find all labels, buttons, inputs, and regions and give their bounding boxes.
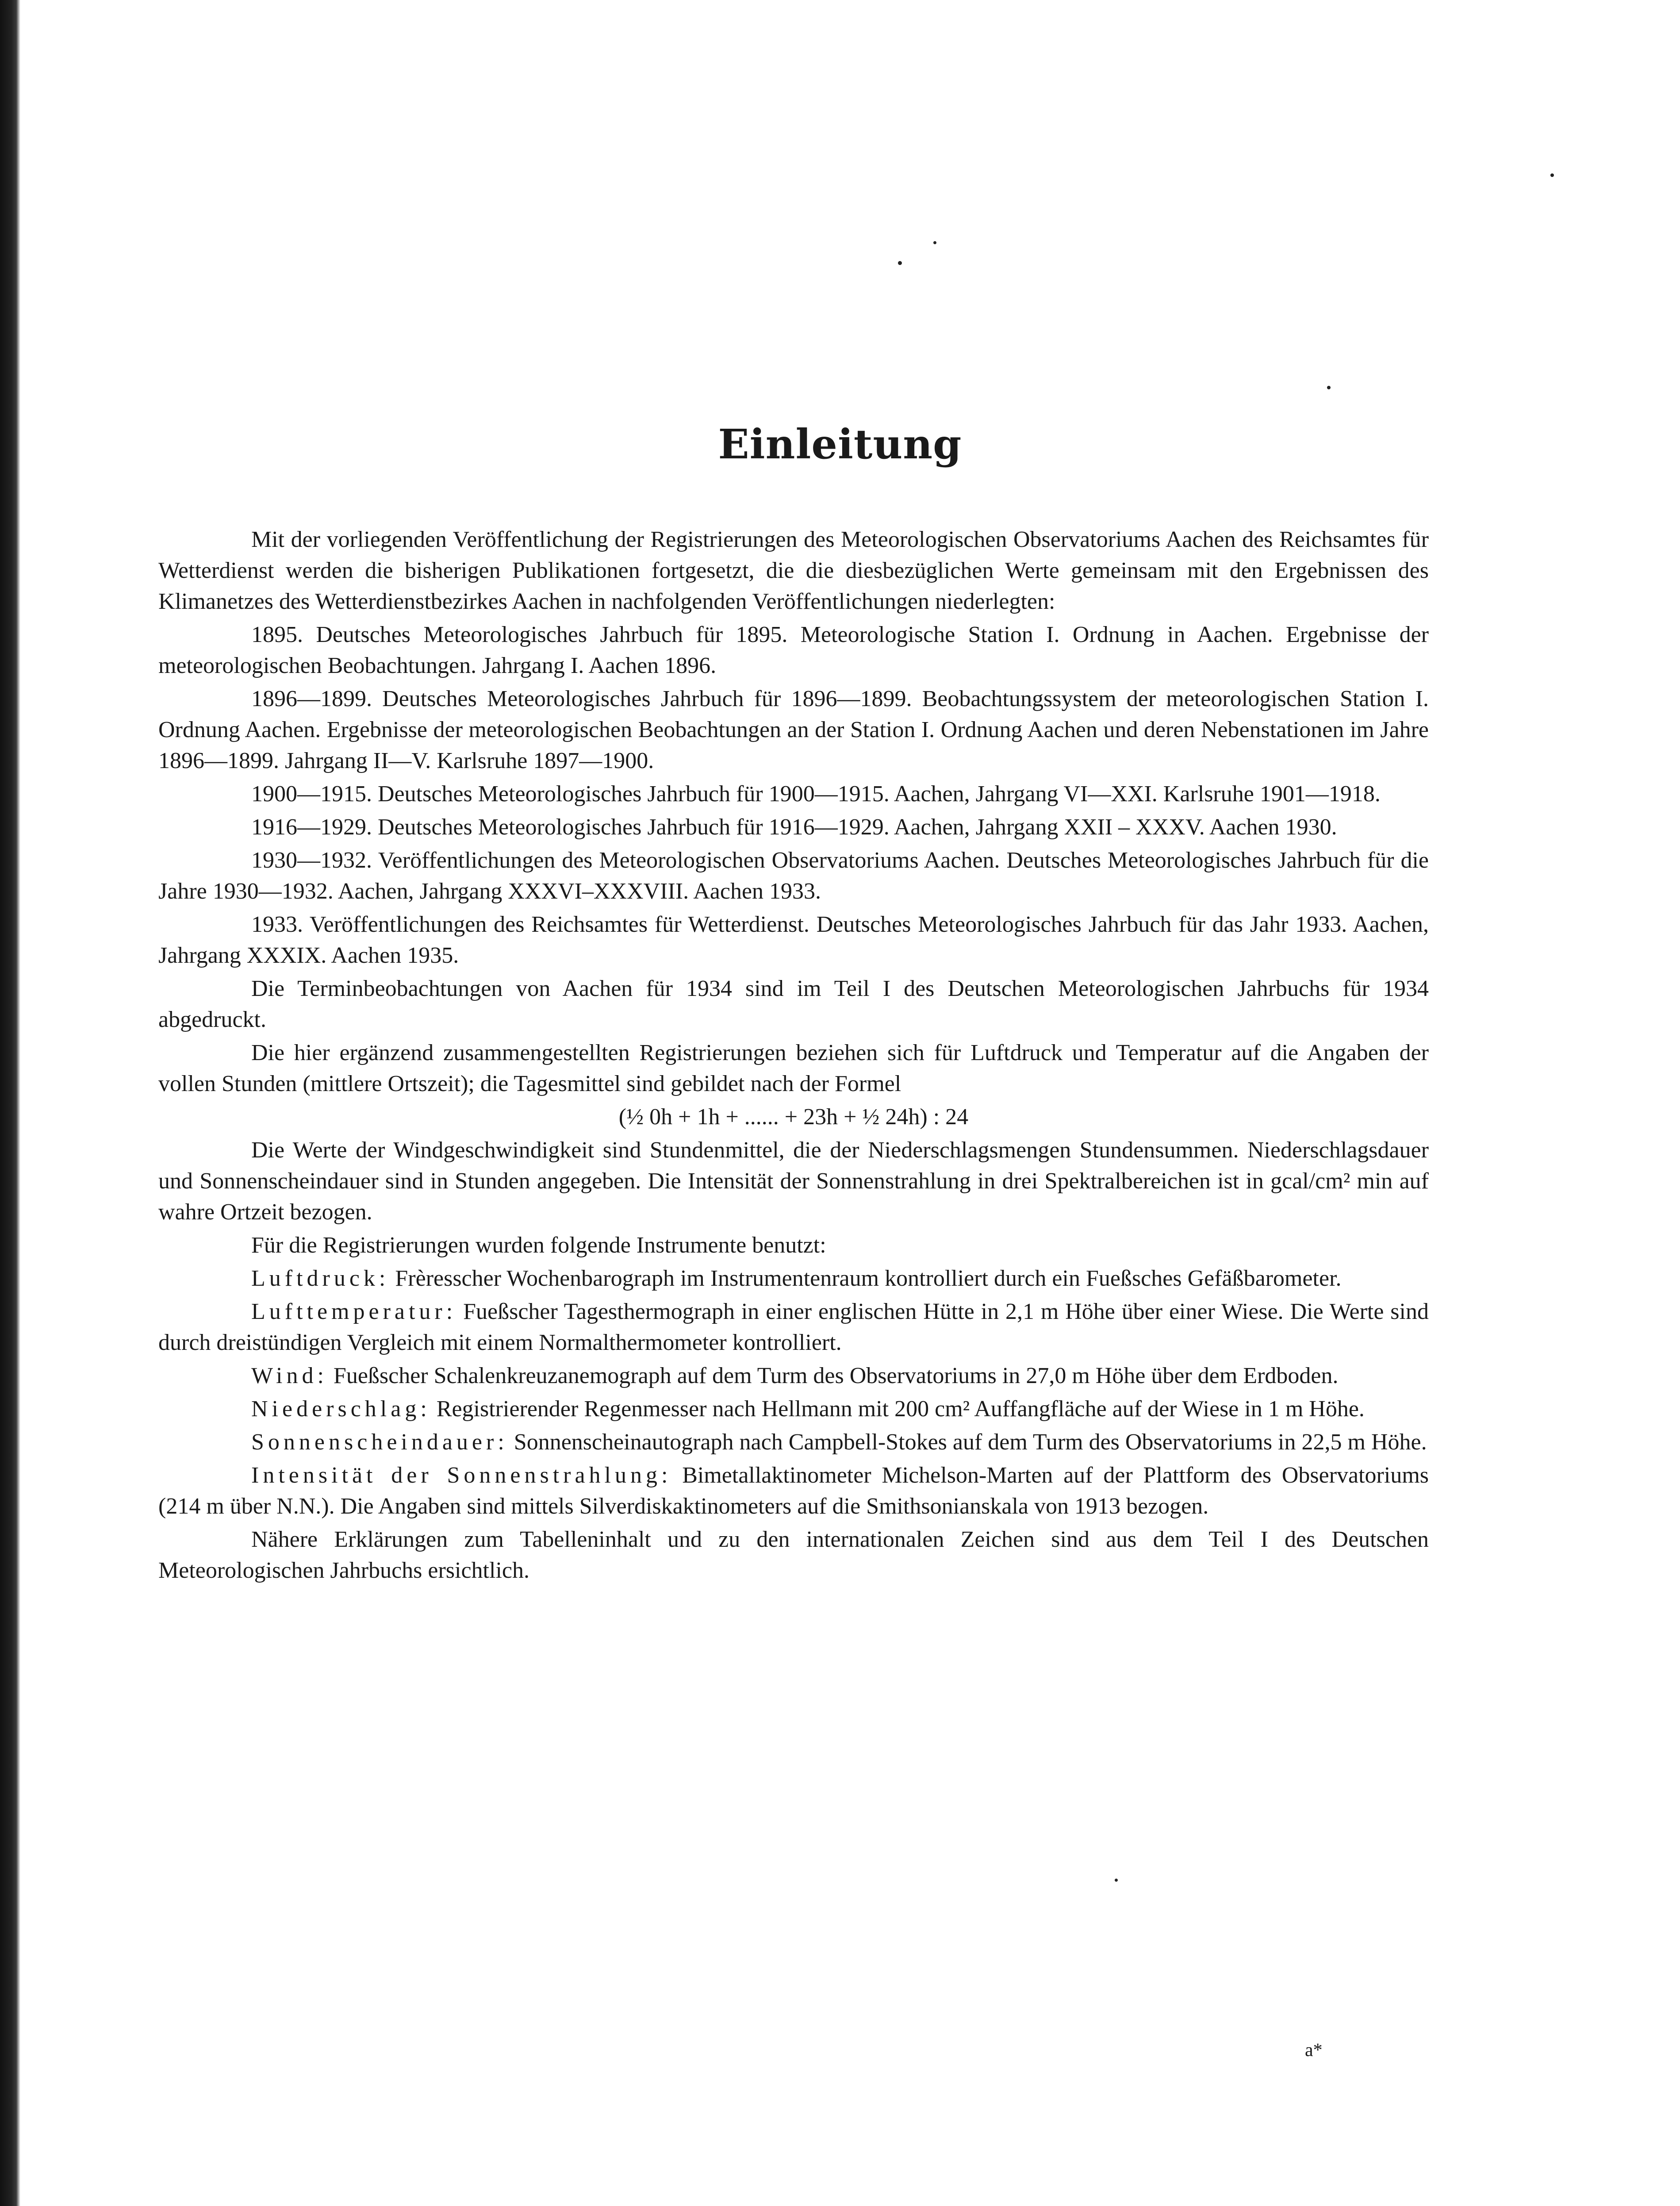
instrument-label: Niederschlag: <box>251 1396 431 1422</box>
paragraph-registrierungen: Die hier ergänzend zusammengestellten Registrierungen beziehen sich für Luftdruck und Temperatur auf die Angaben der vollen Stunden (mittlere Ortszeit); die Tagesmittel sind gebildet nach der Formel <box>158 1040 1429 1096</box>
instrument-entry <box>158 1296 1429 1358</box>
scan-speck <box>1327 386 1331 389</box>
paragraph-1895: 1895. Deutsches Meteorologisches Jahrbuch für 1895. Meteorologische Station I. Ordnung in Aachen. Ergebnisse der meteorologischen Beobachtungen. Jahrgang I. Aachen 1896. <box>158 622 1429 678</box>
scan-speck <box>898 261 902 265</box>
instrument-description: Sonnenscheinautograph nach Campbell-Stokes auf dem Turm des Observatoriums in 22,5 m Höhe. <box>514 1430 1427 1455</box>
scan-edge-shadow <box>0 0 20 2206</box>
instrument-entry <box>158 1394 1429 1425</box>
paragraph-nahere-erklaerungen: Nähere Erklärungen zum Tabelleninhalt und zu den internationalen Zeichen sind aus dem Teil I des Deutschen Meteorologischen Jahrbuchs ersichtlich. <box>158 1527 1429 1583</box>
instrument-entry <box>158 1460 1429 1522</box>
instrument-label: Wind: <box>251 1363 328 1388</box>
instrument-label: Luftdruck: <box>251 1266 390 1291</box>
daily-mean-formula: (½ 0h + 1h + ...... + 23h + ½ 24h) : 24 <box>618 1104 969 1130</box>
paragraph-1900-1915: 1900—1915. Deutsches Meteorologisches Jahrbuch für 1900—1915. Aachen, Jahrgang VI—XXI. Karlsruhe 1901—1918. <box>251 781 1381 807</box>
instrument-label: Lufttemperatur: <box>251 1299 457 1324</box>
instrument-entry <box>158 1263 1429 1294</box>
instrument-label: Intensität der Sonnenstrahlung: <box>251 1463 672 1488</box>
paragraph-1933: 1933. Veröffentlichungen des Reichsamtes für Wetterdienst. Deutsches Meteorologisches Jahrbuch für das Jahr 1933. Aachen, Jahrgang XXXIX. Aachen 1935. <box>158 912 1429 968</box>
paragraph-werte: Die Werte der Windgeschwindigkeit sind Stundenmittel, die der Niederschlagsmengen Stundensummen. Niederschlagsdauer und Sonnenscheindauer sind in Stunden angegeben. Die Intensität der Sonnenstrahlung in drei Spektralbereichen ist in gcal/cm² min auf wahre Ortzeit bezogen. <box>158 1138 1429 1225</box>
scan-speck <box>1550 173 1554 177</box>
instrument-description: Fueßscher Schalenkreuzanemograph auf dem Turm des Observatoriums in 27,0 m Höhe über dem Erdboden. <box>333 1363 1339 1388</box>
page-title: Einleitung <box>718 420 962 468</box>
instrument-description: Frèresscher Wochenbarograph im Instrumentenraum kontrolliert durch ein Fueßsches Gefäßbarometer. <box>395 1266 1342 1291</box>
body-text <box>158 524 1429 1588</box>
instrument-description: Fueßscher Tagesthermograph in einer englischen Hütte in 2,1 m Höhe über einer Wiese. Die Werte sind durch dreistündigen Vergleich mit einem Normalthermometer kontrolliert. <box>158 1299 1429 1355</box>
paragraph-instrumente-intro: Für die Registrierungen wurden folgende Instrumente benutzt: <box>251 1233 826 1258</box>
instrument-description: Registrierender Regenmesser nach Hellmann mit 200 cm² Auffangfläche auf der Wiese in 1 m Höhe. <box>436 1396 1365 1422</box>
paragraph-1896-1899: 1896—1899. Deutsches Meteorologisches Jahrbuch für 1896—1899. Beobachtungssystem der meteorologischen Station I. Ordnung Aachen. Ergebnisse der meteorologischen Beobachtungen an der Station I. Ordnung Aachen und deren Nebenstationen im Jahre 1896—1899. Jahrgang II—V. Karlsruhe 1897—1900. <box>158 686 1429 773</box>
scan-speck <box>933 241 936 244</box>
instrument-entry <box>158 1360 1429 1391</box>
instrument-entry <box>158 1427 1429 1458</box>
scan-speck <box>1115 1879 1118 1882</box>
paragraph-terminbeobachtungen: Die Terminbeobachtungen von Aachen für 1934 sind im Teil I des Deutschen Meteorologischen Jahrbuchs für 1934 abgedruckt. <box>158 976 1429 1032</box>
paragraph-intro: Mit der vorliegenden Veröffentlichung der Registrierungen des Meteorologischen Observatoriums Aachen des Reichsamtes für Wetterdienst werden die bisherigen Publikationen fortgesetzt, die die diesbezüglichen Werte gemeinsam mit den Ergebnissen des Klimanetzes des Wetterdienstbezirkes Aachen in nachfolgenden Veröffentlichungen niederlegten: <box>158 527 1429 614</box>
page-mark: a* <box>1305 2040 1323 2060</box>
instrument-label: Sonnenscheindauer: <box>251 1430 508 1455</box>
instrument-description: Bimetallaktinometer Michelson-Marten auf der Plattform des Observatoriums (214 m über N.N.). Die Angaben sind mittels Silverdiskaktinometers auf die Smithsonianskala von 1913 bezogen. <box>158 1463 1429 1519</box>
paragraph-1916-1929: 1916—1929. Deutsches Meteorologisches Jahrbuch für 1916—1929. Aachen, Jahrgang XXII – XXXV. Aachen 1930. <box>251 815 1337 840</box>
paragraph-1930-1932: 1930—1932. Veröffentlichungen des Meteorologischen Observatoriums Aachen. Deutsches Meteorologisches Jahrbuch für die Jahre 1930—1932. Aachen, Jahrgang XXXVI–XXXVIII. Aachen 1933. <box>158 848 1429 904</box>
